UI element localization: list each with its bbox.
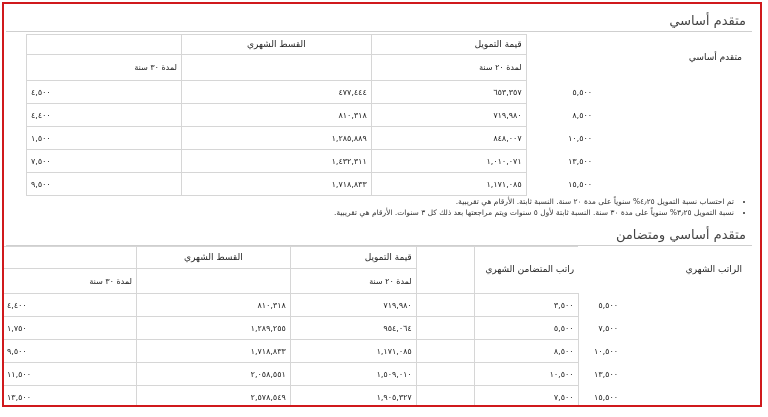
salary-cell: ٥,٥٠٠: [572, 87, 593, 97]
loan-cell: ٨٤٨,٠٠٧: [371, 127, 526, 150]
joint-applicant-table: [2, 246, 746, 407]
col-installment: القسط الشهري: [181, 35, 371, 55]
installment-cell: ٢,٠٥٨,٥٥١: [136, 363, 290, 386]
value-cell: ١,٥٠٠: [27, 127, 182, 150]
col-30y: لمدة ٣٠ سنة: [27, 55, 182, 81]
salary-cell: ١٠,٥٠٠: [594, 346, 619, 356]
value-cell: ١,٧٥٠: [3, 317, 137, 340]
co-salary-cell: ٣,٥٠٠: [474, 294, 578, 317]
section2-heading: متقدم أساسي ومتضامن: [615, 228, 746, 243]
salary-cell: ١٣,٥٠٠: [594, 369, 619, 379]
value-cell: ٤,٥٠٠: [27, 81, 182, 104]
co-salary-cell: ٥,٥٠٠: [474, 317, 578, 340]
table-row: [3, 363, 747, 386]
row-label: متقدم أساسي: [688, 52, 742, 63]
value-cell: ١١,٥٠٠: [3, 363, 137, 386]
basic-applicant-table: [26, 34, 746, 196]
installment-cell: ١,٤٣٢,٣١١: [181, 150, 371, 173]
value-cell: ٧,٥٠٠: [27, 150, 182, 173]
loan-cell: ١,٩٠٥,٣٢٧: [290, 386, 416, 408]
col-installment: القسط الشهري: [136, 247, 290, 269]
col-loan-value: قيمة التمويل: [290, 247, 416, 269]
co-salary-cell: ٧,٥٠٠: [474, 386, 578, 408]
col-main-salary: الراتب الشهري: [685, 265, 742, 275]
co-salary-cell: ٨,٥٠٠: [474, 340, 578, 363]
loan-cell: ١,٥٠٩,٠١٠: [290, 363, 416, 386]
note: • تم احتساب نسبة التمويل ٤٫٢٥% سنوياً على مدة ٢٠ سنة. النسبة ثابتة. الأرقام هي تقريبية.: [334, 197, 734, 208]
loan-cell: ١,١٧١,٠٨٥: [290, 340, 416, 363]
value-cell: ٩,٥٠٠: [3, 340, 137, 363]
salary-cell: ١٥,٥٠٠: [594, 392, 619, 402]
table-row: [3, 386, 747, 408]
installment-cell: ١,٢٨٥,٨٨٩: [181, 127, 371, 150]
table-row: [27, 127, 747, 150]
col-20y: لمدة ٢٠ سنة: [290, 269, 416, 294]
note: • نسبة التمويل ٣٫٢٥% سنوياً على مدة ٣٠ سنة. النسبة ثابتة لأول ٥ سنوات ويتم مراجعتها بعد ذلك كل ٣ سنوات. الأرقام هي تقريبية.: [334, 208, 734, 219]
col-20y: لمدة ٢٠ سنة: [371, 55, 526, 81]
table-row: [27, 150, 747, 173]
salary-cell: ١٥,٥٠٠: [568, 179, 593, 189]
salary-cell: ١٠,٥٠٠: [568, 133, 593, 143]
loan-cell: ٧١٩,٩٨٠: [371, 104, 526, 127]
loan-cell: ٧١٩,٩٨٠: [290, 294, 416, 317]
installment-cell: ٨١٠,٣١٨: [181, 104, 371, 127]
value-cell: ٤,٤٠٠: [27, 104, 182, 127]
col-co-salary: راتب المتضامن الشهري: [474, 247, 578, 294]
section1-divider: [6, 31, 752, 32]
salary-cell: ٧,٥٠٠: [598, 323, 619, 333]
table-row: [3, 317, 747, 340]
col-30y: لمدة ٣٠ سنة: [3, 269, 137, 294]
notes-list: [334, 197, 746, 218]
table-row: [27, 104, 747, 127]
table-row: [3, 294, 747, 317]
salary-cell: ١٣,٥٠٠: [568, 156, 593, 166]
table-row: [27, 81, 747, 104]
table-row: [27, 173, 747, 196]
loan-cell: ١,١٧١,٠٨٥: [371, 173, 526, 196]
co-salary-cell: ١٠,٥٠٠: [474, 363, 578, 386]
loan-cell: ٩٥٤,٠٦٤: [290, 317, 416, 340]
loan-cell: ١,٠١٠,٠٧١: [371, 150, 526, 173]
value-cell: ٤,٤٠٠: [3, 294, 137, 317]
table-row: [3, 340, 747, 363]
installment-cell: ١,٧١٨,٨٣٣: [181, 173, 371, 196]
installment-cell: ٤٧٧,٤٤٤: [181, 81, 371, 104]
section1-heading: متقدم أساسي: [669, 14, 746, 29]
salary-cell: ٥,٥٠٠: [598, 300, 619, 310]
installment-cell: ١,٢٨٩,٢٥٥: [136, 317, 290, 340]
page-frame: [2, 2, 762, 407]
salary-cell: ٨,٥٠٠: [572, 110, 593, 120]
value-cell: ٩,٥٠٠: [27, 173, 182, 196]
value-cell: ١٣,٥٠٠: [3, 386, 137, 408]
installment-cell: ٨١٠,٣١٨: [136, 294, 290, 317]
installment-cell: ١,٧١٨,٨٣٣: [136, 340, 290, 363]
loan-cell: ٦٥٣,٣٥٧: [371, 81, 526, 104]
installment-cell: ٢,٥٧٨,٥٤٩: [136, 386, 290, 408]
col-loan-value: قيمة التمويل: [371, 35, 526, 55]
